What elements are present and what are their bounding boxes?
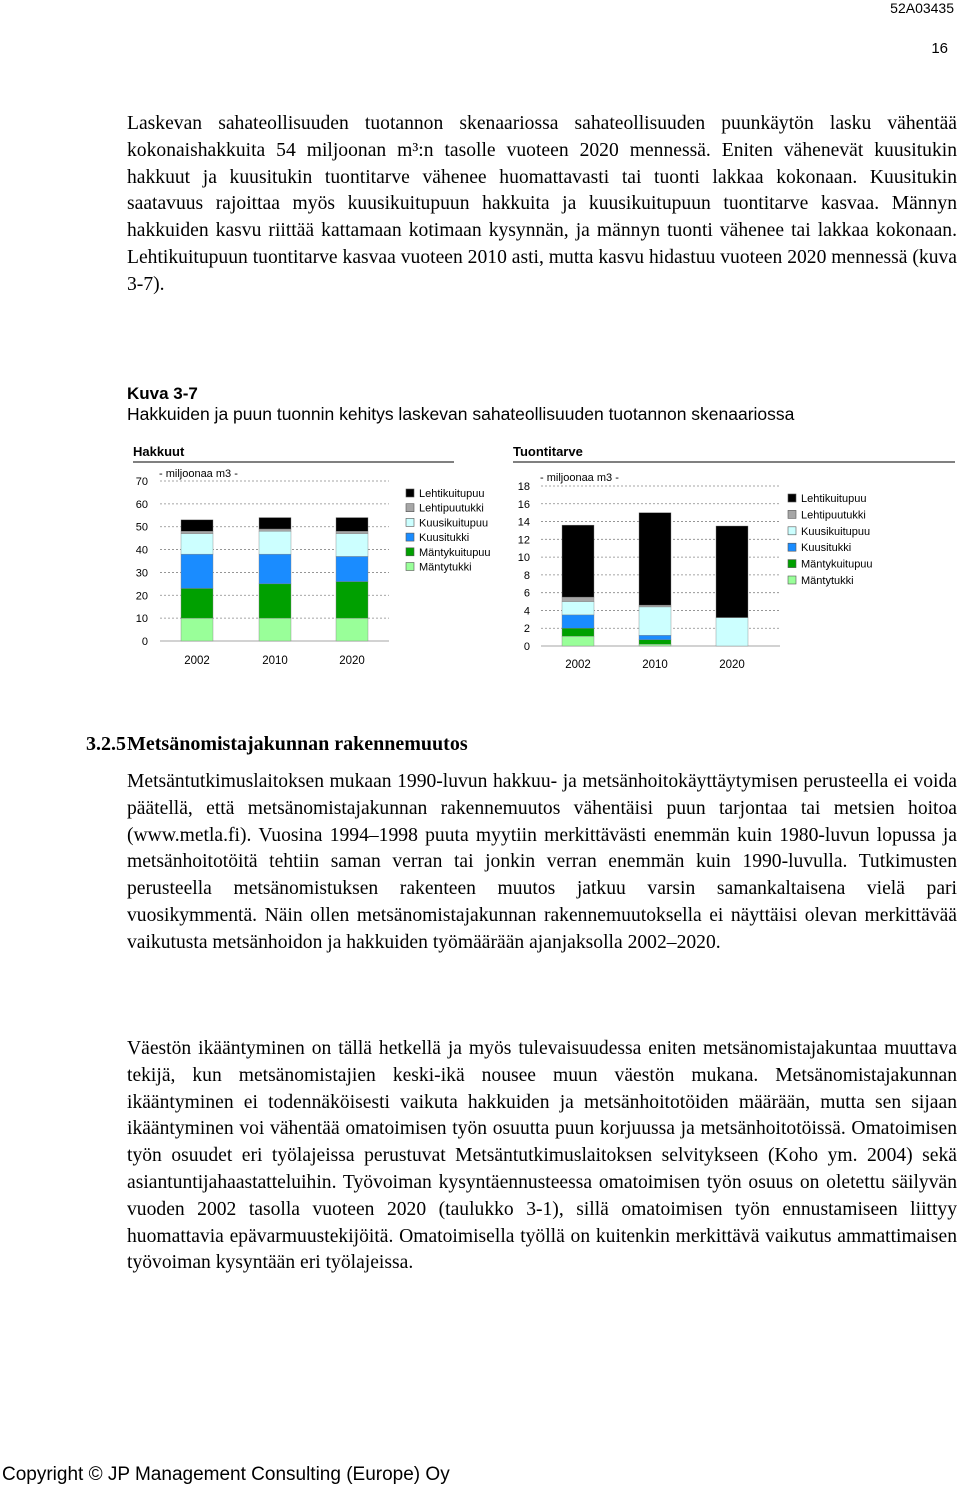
legend-swatch: [788, 510, 796, 518]
x-category-label: 2020: [719, 659, 745, 671]
legend-label: Mäntykuitupuu: [801, 558, 873, 571]
section-number: 3.2.5: [86, 733, 126, 755]
y-tick-label: 20: [135, 590, 148, 603]
bar-segment-2002-3: [562, 602, 594, 615]
y-tick-label: 14: [517, 516, 530, 529]
body-paragraph: [127, 1036, 957, 1277]
x-category-label: 2002: [184, 655, 210, 667]
bar-segment-2010-0: [639, 644, 671, 646]
y-tick-label: 6: [523, 587, 530, 600]
bar-segment-2002-0: [562, 636, 594, 646]
legend-label: Kuusikuitupuu: [419, 517, 489, 530]
legend-label: Mäntykuitupuu: [419, 546, 491, 559]
bar-segment-2002-1: [562, 628, 594, 636]
y-tick-label: 70: [135, 476, 148, 488]
legend-swatch: [788, 576, 796, 584]
paragraph-text: Laskevan sahateollisuuden tuotannon skenaariossa sahateollisuuden puunkäytön lasku vähentää kokonaishakkuita 54 miljoonan m³:n tasolle vuoteen 2020 mennessä. Eniten vähenevät kuusitukin hakkuut ja kuusitukin tuontitarve vähenee huomattavasti tai tuonti lakkaa kokonaan. Kuusitukin saatavuus rajoittaa myös kuusikuitupuun hakkuita ja kuusikuitupuun tuontitarve kasvaa. Männyn hakkuiden kasvu riittää kattamaan kotimaan kysynnän, ja männyn tuonti vähenee tai lakkaa kokonaan. Lehtikuitupuun tuontitarve kasvaa vuoteen 2010 asti, mutta kasvu hidastuu vuoteen 2020 mennessä (kuva 3-7).: [127, 113, 957, 295]
section-title: Metsänomistajakunnan rakennemuutos: [127, 733, 468, 755]
y-tick-label: 0: [523, 641, 530, 653]
y-unit-label: - miljoonaa m3 -: [540, 472, 619, 484]
y-tick-label: 2: [523, 623, 530, 636]
bar-segment-2010-1: [639, 640, 671, 644]
chart-title: Hakkuut: [133, 444, 185, 459]
page-number: 16: [931, 40, 948, 57]
copyright-footer: Copyright © JP Management Consulting (Europe) Oy: [2, 1464, 450, 1485]
legend-label: Kuusitukki: [419, 532, 470, 545]
tuontitarve-chart: [0, 0, 960, 700]
legend-label: Kuusikuitupuu: [801, 525, 871, 538]
bar-segment-2010-2: [639, 635, 671, 639]
figure-label: Kuva 3-7: [127, 384, 198, 403]
y-tick-label: 0: [141, 636, 148, 648]
legend-swatch: [788, 494, 796, 502]
x-category-label: 2010: [642, 659, 668, 671]
chart-title: Tuontitarve: [513, 444, 583, 459]
figure-title: Hakkuiden ja puun tuonnin kehitys laskevan sahateollisuuden tuotannon skenaariossa: [127, 404, 795, 424]
y-tick-label: 12: [517, 534, 530, 547]
paragraph-text: Metsäntutkimuslaitoksen mukaan 1990-luvun hakkuu- ja metsänhoitokäyttäytymisen perusteella ei voida päätellä, että metsänomistajakunnan rakennemuutos vähentäisi puun tarjontaa tai metsien hoitoa (www.metla.fi). Vuosina 1994–1998 puuta myytiin merkittävästi enemmän kuin 1980-luvun lopussa ja metsänhoitotöitä tehtiin saman verran tai jonkin verran enemmän kuin 1990-luvulla. Tutkimusten perusteella metsänomistuksen rakenteen muutos jatkuu varsin samankaltaisena vielä pari vuosikymmentä. Näin ollen metsänomistajakunnan rakennemuutoksella ei näyttäisi olevan merkittävää vaikutusta metsänhoidon ja hakkuiden työmäärään ajanjaksolla 2002–2020.: [127, 771, 957, 953]
legend-label: Kuusitukki: [801, 542, 852, 555]
x-category-label: 2010: [262, 655, 288, 667]
bar-segment-2010-3: [639, 607, 671, 635]
y-tick-label: 16: [517, 498, 530, 511]
legend-swatch: [788, 543, 796, 551]
y-tick-label: 50: [135, 521, 148, 534]
bar-segment-2002-4: [562, 597, 594, 601]
y-tick-label: 8: [523, 569, 530, 582]
y-tick-label: 18: [517, 481, 530, 493]
bar-segment-2020-3: [716, 618, 748, 646]
legend-label: Mäntytukki: [419, 561, 472, 574]
legend-swatch: [788, 560, 796, 568]
legend-label: Lehtikuitupuu: [419, 488, 485, 500]
legend-label: Mäntytukki: [801, 575, 854, 587]
document-id: 52A03435: [890, 0, 954, 16]
paragraph-text: Väestön ikääntyminen on tällä hetkellä ja myös tulevaisuudessa eniten metsänomistajakuntaa muuttava tekijä, kun metsänomistajien keski-ikä nousee muun väestön mukana. Metsänomistajakunnan ikääntyminen ei todennäköisesti vaikuta hakkuiden ja metsänhoitotöiden määrään, mutta sen sijaan ikääntyminen voi vähentää omatoimisen työn osuutta puun korjuussa ja metsänhoitotöissä. Omatoimisen työn osuudet eri työlajeissa perustuvat Metsäntutkimuslaitoksen selvitykseen (Koho ym. 2004) sekä asiantuntijahaastatteluihin. Työvoiman kysyntäennusteessa omatoimisen työn osuus on oletettu säilyvän vuoden 2002 tasolla vuoteen 2020 (taulukko 3-1), sillä omatoimisen työn ennustamiseen liittyy huomattavia epävarmuustekijöitä. Omatoimisella työllä on kuitenkin merkittävä vaikutus ammattimaisen työvoiman kysyntään eri työlajeissa.: [127, 1038, 957, 1274]
x-category-label: 2002: [565, 659, 591, 671]
legend-label: Lehtipuutukki: [801, 509, 866, 522]
bar-segment-2002-5: [562, 525, 594, 597]
bar-segment-2010-5: [639, 513, 671, 605]
legend-label: Lehtikuitupuu: [801, 493, 867, 505]
x-category-label: 2020: [339, 655, 365, 667]
bar-segment-2020-5: [716, 526, 748, 618]
bar-segment-2010-4: [639, 605, 671, 607]
y-unit-label: - miljoonaa m3 -: [159, 468, 238, 480]
bar-segment-2002-2: [562, 615, 594, 628]
y-tick-label: 10: [135, 613, 148, 626]
y-tick-label: 30: [135, 567, 148, 580]
legend-label: Lehtipuutukki: [419, 502, 484, 515]
y-tick-label: 4: [523, 605, 530, 618]
y-tick-label: 60: [135, 498, 148, 511]
y-tick-label: 10: [517, 552, 530, 565]
body-paragraph: [127, 769, 957, 957]
legend-swatch: [788, 527, 796, 535]
y-tick-label: 40: [135, 544, 148, 557]
